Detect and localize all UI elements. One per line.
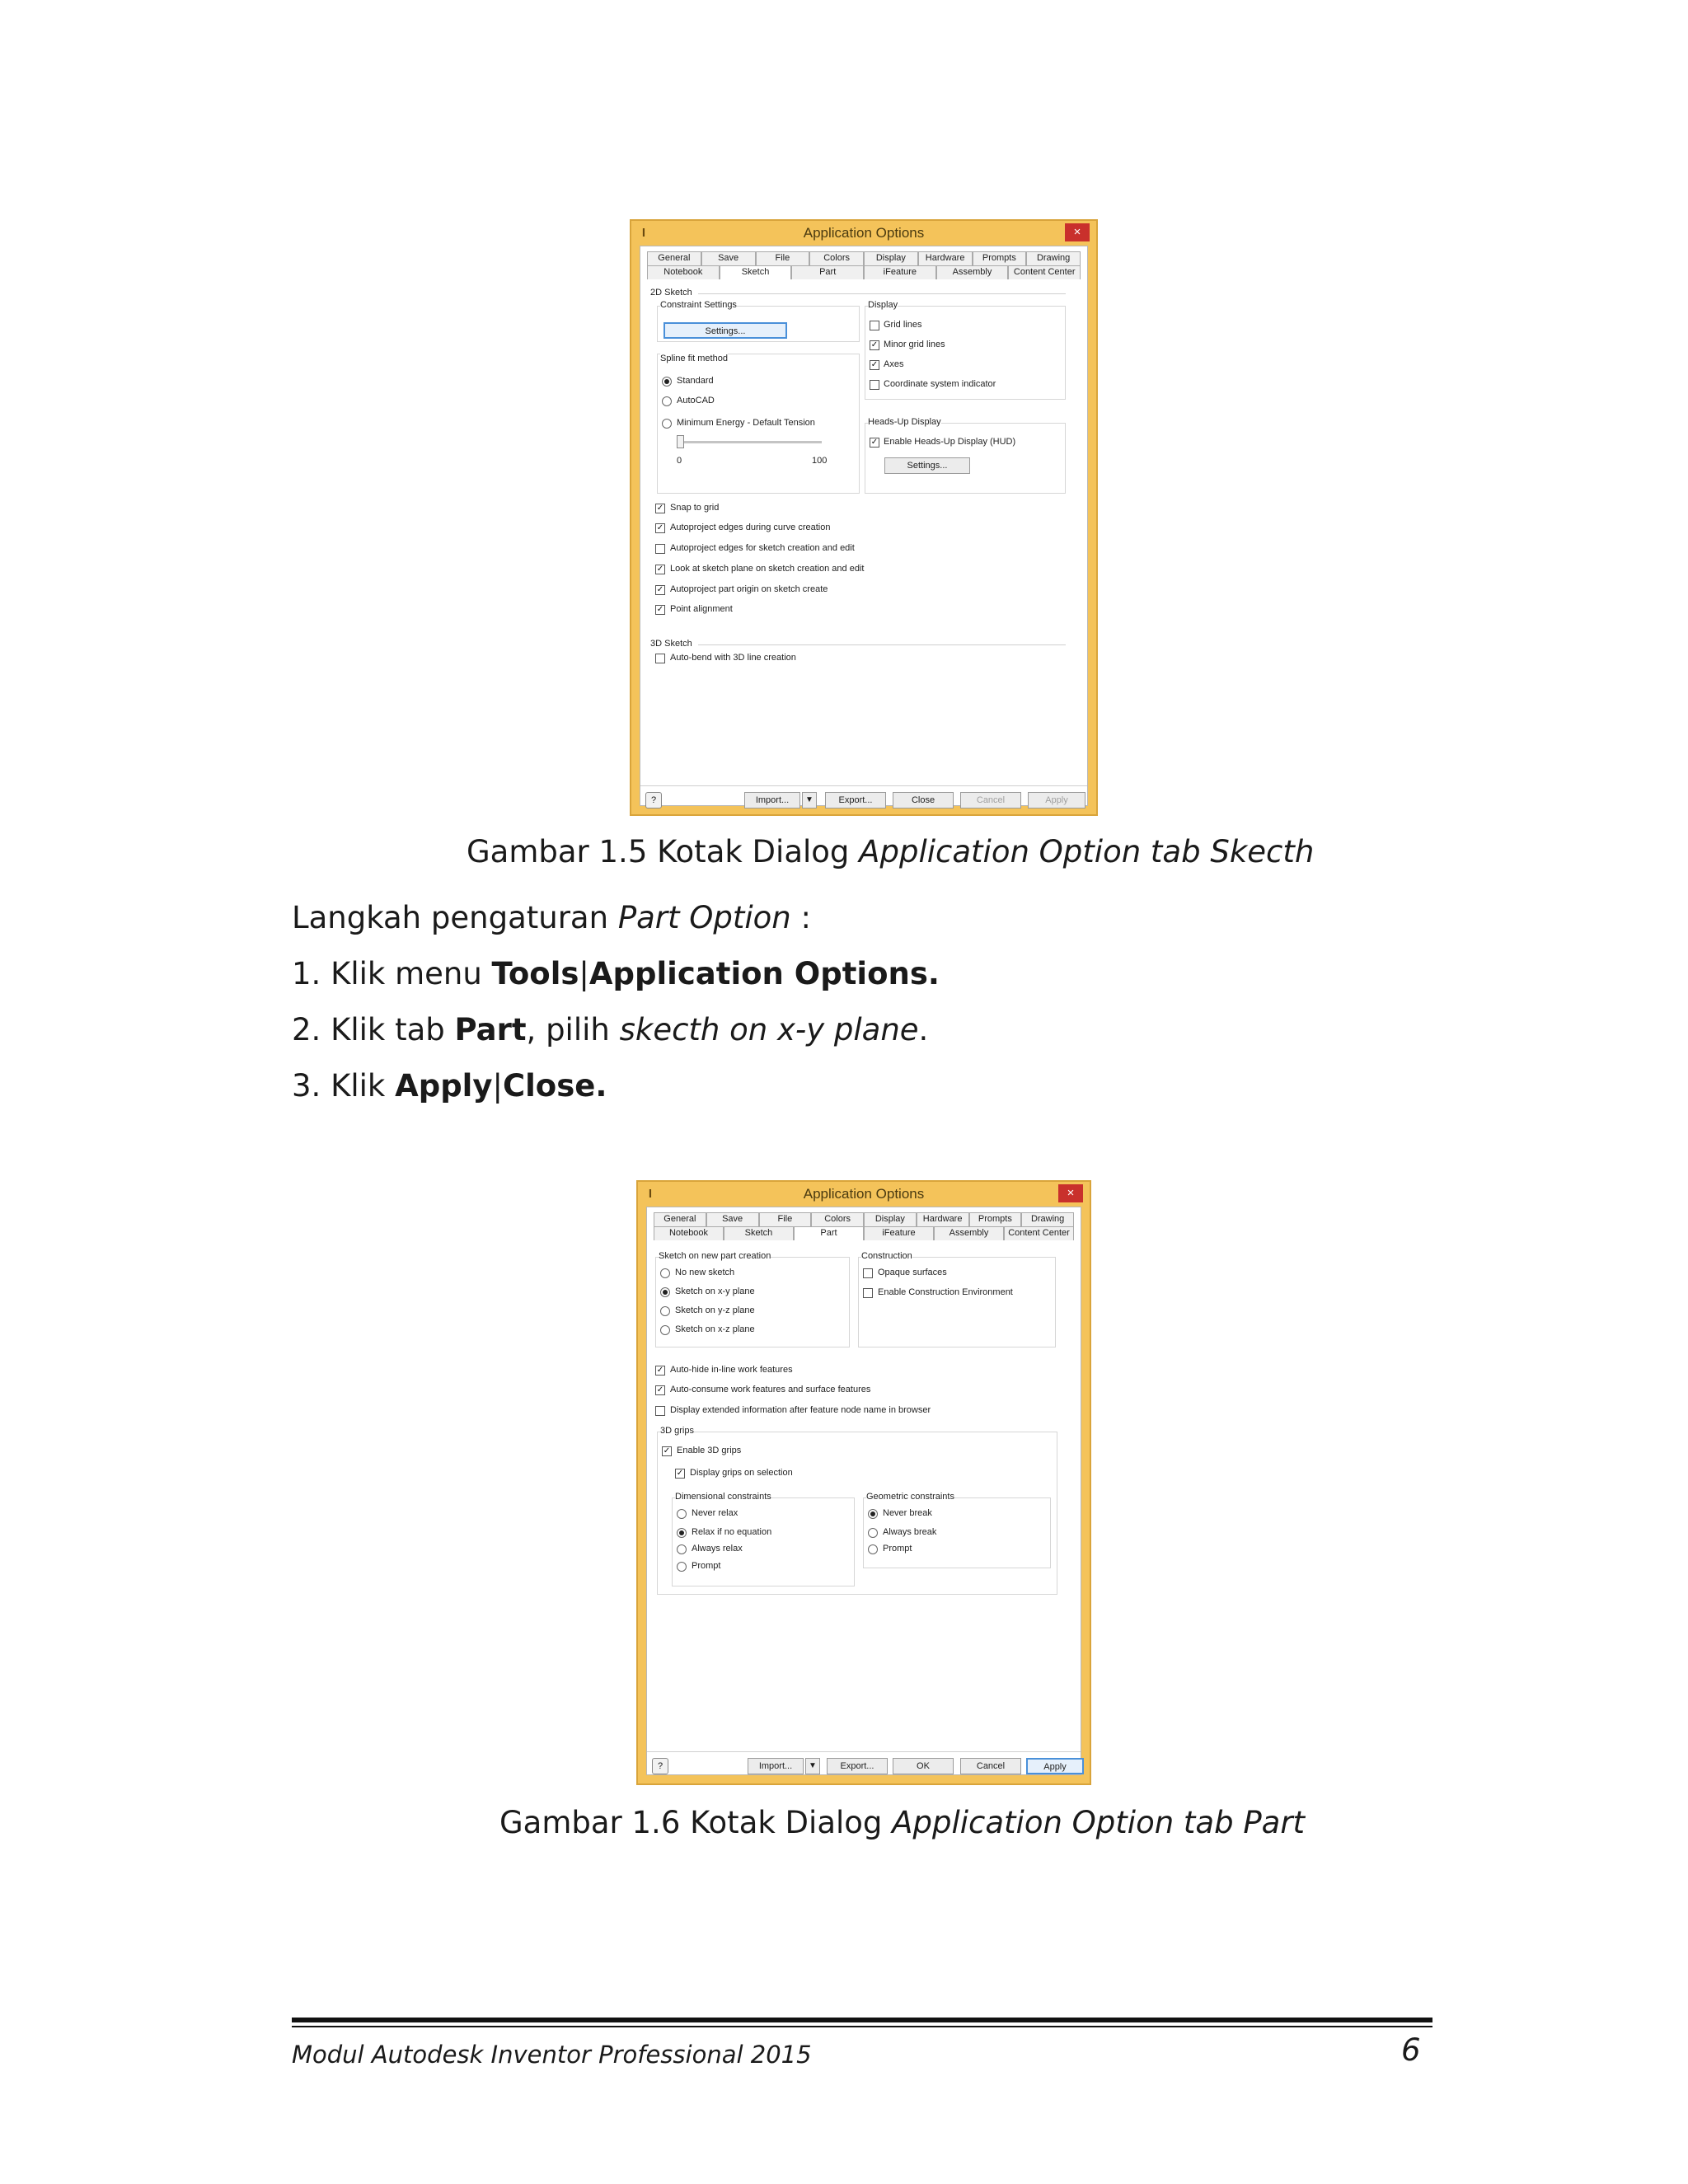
radio-dim-prompt[interactable] (677, 1562, 687, 1572)
inventor-icon: I (648, 1187, 653, 1201)
divider (698, 644, 1066, 645)
checkbox-enable-hud[interactable]: ✓ (870, 438, 879, 447)
radio-sketch-yz[interactable] (660, 1306, 670, 1316)
opaque-surfaces-label: Opaque surfaces (878, 1268, 947, 1277)
radio-autocad-label: AutoCAD (677, 396, 715, 405)
constraint-settings-label: Constraint Settings (660, 300, 737, 310)
dialog-client (640, 246, 1088, 806)
checkbox-coordinate-indicator[interactable] (870, 380, 879, 390)
radio-minimum-energy[interactable] (662, 419, 672, 429)
radio-never-break[interactable] (868, 1509, 878, 1519)
help-icon[interactable]: ? (652, 1758, 668, 1774)
autoproject-origin-label: Autoproject part origin on sketch create (670, 584, 828, 594)
radio-standard[interactable] (662, 377, 672, 387)
tab-assembly[interactable]: Assembly (934, 1226, 1004, 1240)
checkbox-autoproject-curve[interactable]: ✓ (656, 523, 664, 532)
help-icon[interactable]: ? (645, 792, 662, 808)
tab-part[interactable]: Part (791, 265, 864, 279)
grid-lines-label: Grid lines (884, 320, 922, 330)
step-1: 1. Klik menu Tools|Application Options. (292, 956, 940, 991)
slider-min-label: 0 (677, 456, 682, 466)
hud-settings-button[interactable]: Settings... (884, 457, 970, 474)
footer-text: Modul Autodesk Inventor Professional 2015 (292, 2041, 812, 2069)
application-options-dialog-part (636, 1180, 1091, 1785)
autoproject-curve-label: Autoproject edges during curve creation (670, 523, 831, 532)
checkbox-construction-env[interactable] (863, 1288, 873, 1298)
relax-no-equation-label: Relax if no equation (692, 1527, 772, 1537)
radio-always-relax[interactable] (677, 1544, 687, 1554)
hud-group-label: Heads-Up Display (868, 417, 941, 427)
figure-1-6-caption: Gambar 1.6 Kotak Dialog Application Option tab Part (499, 1805, 1306, 1840)
no-new-sketch-label: No new sketch (675, 1268, 735, 1277)
apply-button[interactable]: Apply (1028, 792, 1085, 808)
never-relax-label: Never relax (692, 1508, 738, 1518)
geo-prompt-label: Prompt (883, 1544, 912, 1554)
export-button[interactable]: Export... (825, 792, 886, 808)
page-number: 6 (1401, 2032, 1421, 2068)
checkbox-look-at-plane[interactable]: ✓ (656, 565, 664, 574)
tab-drawing[interactable]: Drawing (1026, 251, 1081, 265)
divider (698, 293, 1066, 294)
checkbox-extended-info[interactable] (655, 1406, 665, 1416)
checkbox-point-alignment[interactable]: ✓ (656, 605, 664, 614)
tab-prompts[interactable]: Prompts (969, 1212, 1022, 1226)
sketch-new-part-label: Sketch on new part creation (659, 1251, 771, 1261)
look-at-plane-label: Look at sketch plane on sketch creation and edit (670, 564, 865, 574)
import-button[interactable]: Import... (748, 1758, 804, 1774)
always-break-label: Always break (883, 1527, 937, 1537)
radio-standard-label: Standard (677, 376, 714, 386)
export-button[interactable]: Export... (827, 1758, 888, 1774)
sketch-xy-label: Sketch on x-y plane (675, 1286, 755, 1296)
divider (647, 1751, 1081, 1752)
figure-1-5-caption: Gambar 1.5 Kotak Dialog Application Option tab Skecth (467, 834, 1315, 869)
tension-slider-track (677, 441, 822, 443)
autoproject-sketch-label: Autoproject edges for sketch creation and edit (670, 543, 855, 553)
checkbox-auto-consume[interactable]: ✓ (656, 1385, 664, 1394)
radio-always-break[interactable] (868, 1528, 878, 1538)
tab-file[interactable]: File (756, 251, 810, 265)
inventor-icon: I (641, 226, 646, 240)
tension-slider-thumb[interactable] (677, 435, 684, 448)
dimensional-constraints-label: Dimensional constraints (675, 1492, 771, 1502)
grips-label: 3D grips (660, 1426, 694, 1436)
tab-general[interactable]: General (654, 1212, 706, 1226)
extended-info-label: Display extended information after feature node name in browser (670, 1405, 931, 1415)
enable-hud-label: Enable Heads-Up Display (HUD) (884, 437, 1016, 447)
dialog-title: Application Options (803, 225, 925, 241)
checkbox-auto-bend[interactable] (655, 654, 665, 663)
radio-no-new-sketch[interactable] (660, 1268, 670, 1278)
geometric-constraints-label: Geometric constraints (866, 1492, 954, 1502)
close-icon[interactable]: × (1058, 1184, 1083, 1202)
coordinate-indicator-label: Coordinate system indicator (884, 379, 996, 389)
footer-rule (292, 2018, 1432, 2022)
apply-button[interactable]: Apply (1026, 1758, 1084, 1774)
tab-assembly[interactable]: Assembly (936, 265, 1009, 279)
checkbox-grid-lines[interactable] (870, 321, 879, 330)
enable-grips-label: Enable 3D grips (677, 1446, 742, 1455)
slider-max-label: 100 (812, 456, 828, 466)
snap-to-grid-label: Snap to grid (670, 503, 720, 513)
radio-minimum-energy-label: Minimum Energy - Default Tension (677, 418, 815, 428)
section-2d-sketch: 2D Sketch (650, 288, 692, 298)
construction-label: Construction (861, 1251, 912, 1261)
chevron-down-icon[interactable]: ▼ (805, 1758, 820, 1774)
tab-drawing[interactable]: Drawing (1021, 1212, 1074, 1226)
tab-ifeature[interactable]: iFeature (864, 265, 936, 279)
constraint-settings-button[interactable]: Settings... (663, 322, 787, 339)
step-2: 2. Klik tab Part, pilih skecth on x-y plane. (292, 1012, 929, 1047)
tab-sketch[interactable]: Sketch (720, 265, 792, 279)
close-button[interactable]: Close (893, 792, 954, 808)
spline-fit-label: Spline fit method (660, 354, 728, 363)
tab-save[interactable]: Save (701, 251, 756, 265)
tab-hardware[interactable]: Hardware (917, 1212, 969, 1226)
construction-env-label: Enable Construction Environment (878, 1287, 1013, 1297)
checkbox-axes[interactable]: ✓ (870, 360, 879, 369)
axes-label: Axes (884, 359, 904, 369)
tab-display[interactable]: Display (864, 251, 918, 265)
section-3d-sketch: 3D Sketch (650, 639, 692, 649)
tab-content-center[interactable]: Content Center (1008, 265, 1081, 279)
tab-save[interactable]: Save (706, 1212, 759, 1226)
never-break-label: Never break (883, 1508, 932, 1518)
radio-autocad[interactable] (662, 396, 672, 406)
step-3: 3. Klik Apply|Close. (292, 1068, 607, 1104)
always-relax-label: Always relax (692, 1544, 743, 1554)
sketch-yz-label: Sketch on y-z plane (675, 1305, 755, 1315)
point-alignment-label: Point alignment (670, 604, 733, 614)
cancel-button[interactable]: Cancel (960, 792, 1021, 808)
radio-geo-prompt[interactable] (868, 1544, 878, 1554)
radio-sketch-xy[interactable] (660, 1287, 670, 1297)
tab-colors[interactable]: Colors (811, 1212, 864, 1226)
checkbox-minor-grid-lines[interactable]: ✓ (870, 340, 879, 349)
tab-display[interactable]: Display (864, 1212, 917, 1226)
tab-general[interactable]: General (647, 251, 701, 265)
footer-rule (292, 2026, 1432, 2027)
radio-sketch-xz[interactable] (660, 1325, 670, 1335)
application-options-dialog-sketch (630, 219, 1098, 816)
checkbox-display-grips[interactable]: ✓ (676, 1469, 684, 1478)
sketch-xz-label: Sketch on x-z plane (675, 1324, 755, 1334)
checkbox-autoproject-sketch[interactable] (655, 544, 665, 554)
checkbox-enable-grips[interactable]: ✓ (663, 1446, 671, 1455)
tab-content-center[interactable]: Content Center (1004, 1226, 1074, 1240)
tab-colors[interactable]: Colors (809, 251, 864, 265)
tab-notebook[interactable]: Notebook (654, 1226, 724, 1240)
import-button[interactable]: Import... (744, 792, 800, 808)
tab-hardware[interactable]: Hardware (918, 251, 973, 265)
display-group-label: Display (868, 300, 898, 310)
tab-sketch[interactable]: Sketch (724, 1226, 794, 1240)
checkbox-autoproject-origin[interactable]: ✓ (656, 585, 664, 594)
radio-relax-no-equation[interactable] (677, 1528, 687, 1538)
checkbox-opaque-surfaces[interactable] (863, 1268, 873, 1278)
auto-hide-label: Auto-hide in-line work features (670, 1365, 793, 1375)
dim-prompt-label: Prompt (692, 1561, 721, 1571)
checkbox-snap-to-grid[interactable]: ✓ (656, 504, 664, 513)
auto-consume-label: Auto-consume work features and surface features (670, 1385, 871, 1394)
radio-never-relax[interactable] (677, 1509, 687, 1519)
chevron-down-icon[interactable]: ▼ (802, 792, 817, 808)
minor-grid-lines-label: Minor grid lines (884, 340, 945, 349)
dialog-title: Application Options (803, 1186, 925, 1202)
divider (640, 785, 1087, 786)
cancel-button[interactable]: Cancel (960, 1758, 1021, 1774)
tab-notebook[interactable]: Notebook (647, 265, 720, 279)
auto-bend-label: Auto-bend with 3D line creation (670, 653, 796, 663)
tab-part[interactable]: Part (794, 1226, 864, 1240)
steps-intro: Langkah pengaturan Part Option : (292, 900, 811, 935)
checkbox-auto-hide[interactable]: ✓ (656, 1366, 664, 1375)
close-icon[interactable]: × (1065, 223, 1090, 241)
tab-ifeature[interactable]: iFeature (864, 1226, 934, 1240)
tab-prompts[interactable]: Prompts (973, 251, 1027, 265)
dialog-client (646, 1207, 1081, 1775)
ok-button[interactable]: OK (893, 1758, 954, 1774)
display-grips-label: Display grips on selection (690, 1468, 793, 1478)
tab-file[interactable]: File (759, 1212, 812, 1226)
